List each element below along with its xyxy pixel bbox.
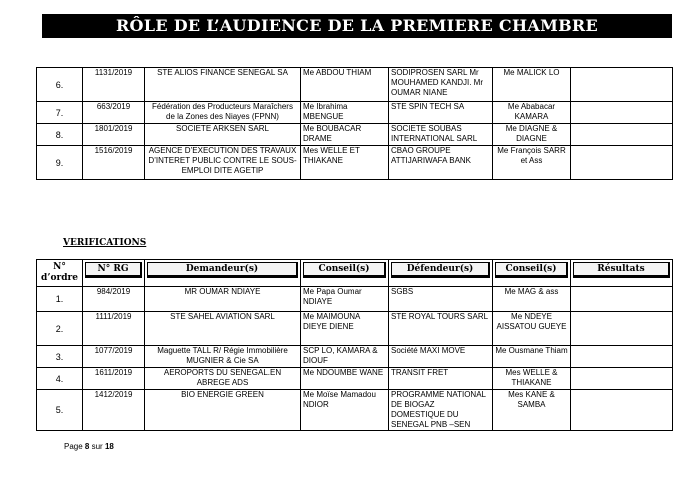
footer-separator: sur bbox=[91, 442, 103, 451]
conseil-plaintiff-cell: Mes WELLE ET THIAKANE bbox=[301, 146, 389, 180]
rg-number: 1111/2019 bbox=[83, 312, 145, 346]
conseil-plaintiff-cell: Me ABDOU THIAM bbox=[301, 68, 389, 102]
resultats-cell bbox=[571, 346, 673, 368]
table-row bbox=[37, 102, 673, 124]
header-defendeur: Défendeur(s) bbox=[389, 260, 493, 287]
row-number: 3. bbox=[37, 346, 83, 368]
demandeur-cell: AEROPORTS DU SENEGAL.EN ABREGE ADS bbox=[145, 368, 301, 390]
conseil-plaintiff-cell: Me MAIMOUNA DIEYE DIENE bbox=[301, 312, 389, 346]
section-title-verifications: VERIFICATIONS bbox=[63, 238, 147, 248]
table-row bbox=[37, 390, 673, 431]
page-title: RÔLE DE L’AUDIENCE DE LA PREMIERE CHAMBRE bbox=[42, 14, 672, 38]
conseil-plaintiff-cell: SCP LO, KAMARA & DIOUF bbox=[301, 346, 389, 368]
row-number: 9. bbox=[37, 146, 83, 180]
rg-number: 663/2019 bbox=[83, 102, 145, 124]
resultats-cell bbox=[571, 287, 673, 312]
footer-page-total: 18 bbox=[104, 442, 114, 451]
conseil-plaintiff-cell: Me Papa Oumar NDIAYE bbox=[301, 287, 389, 312]
table-row bbox=[37, 346, 673, 368]
footer-prefix: Page bbox=[64, 442, 83, 451]
rg-number: 1801/2019 bbox=[83, 124, 145, 146]
conseil-defendant-cell: Me Ousmane Thiam bbox=[493, 346, 571, 368]
defendeur-cell: SGBS bbox=[389, 287, 493, 312]
conseil-plaintiff-cell: Me Moïse Mamadou NDIOR bbox=[301, 390, 389, 431]
demandeur-cell: MR OUMAR NDIAYE bbox=[145, 287, 301, 312]
resultats-cell bbox=[571, 102, 673, 124]
header-num: N° d’ordre bbox=[37, 260, 83, 287]
demandeur-cell: STE SAHEL AVIATION SARL bbox=[145, 312, 301, 346]
conseil-plaintiff-cell: Me BOUBACAR DRAME bbox=[301, 124, 389, 146]
table-row bbox=[37, 287, 673, 312]
demandeur-cell: Fédération des Producteurs Maraîchers de la Zones des Niayes (FPNN) bbox=[145, 102, 301, 124]
resultats-cell bbox=[571, 124, 673, 146]
table-header-row bbox=[37, 260, 673, 287]
hearing-table-continued bbox=[36, 67, 673, 180]
row-number: 5. bbox=[37, 390, 83, 431]
row-number: 7. bbox=[37, 102, 83, 124]
table-row bbox=[37, 124, 673, 146]
resultats-cell bbox=[571, 390, 673, 431]
defendeur-cell: SOCIETE SOUBAS INTERNATIONAL SARL bbox=[389, 124, 493, 146]
conseil-defendant-cell: Me François SARR et Ass bbox=[493, 146, 571, 180]
conseil-defendant-cell: Me DIAGNE & DIAGNE bbox=[493, 124, 571, 146]
conseil-defendant-cell: Me MALICK LO bbox=[493, 68, 571, 102]
demandeur-cell: BIO ENERGIE GREEN bbox=[145, 390, 301, 431]
row-number: 1. bbox=[37, 287, 83, 312]
conseil-plaintiff-cell: Me NDOUMBE WANE bbox=[301, 368, 389, 390]
rg-number: 984/2019 bbox=[83, 287, 145, 312]
header-conseil-1: Conseil(s) bbox=[301, 260, 389, 287]
row-number: 8. bbox=[37, 124, 83, 146]
header-demandeur: Demandeur(s) bbox=[145, 260, 301, 287]
table-row bbox=[37, 368, 673, 390]
defendeur-cell: CBAO GROUPE ATTIJARIWAFA BANK bbox=[389, 146, 493, 180]
rg-number: 1516/2019 bbox=[83, 146, 145, 180]
rg-number: 1412/2019 bbox=[83, 390, 145, 431]
defendeur-cell: SODIPROSEN SARL Mr MOUHAMED KANDJI. Mr OUMAR NIANE bbox=[389, 68, 493, 102]
verifications-table bbox=[36, 259, 673, 431]
demandeur-cell: AGENCE D’EXECUTION DES TRAVAUX D’INTERET PUBLIC CONTRE LE SOUS-EMPLOI DITE AGETIP bbox=[145, 146, 301, 180]
table-row bbox=[37, 68, 673, 102]
row-number: 2. bbox=[37, 312, 83, 346]
page-footer bbox=[64, 442, 114, 451]
conseil-defendant-cell: Me NDEYE AISSATOU GUEYE bbox=[493, 312, 571, 346]
demandeur-cell: SOCIETE ARKSEN SARL bbox=[145, 124, 301, 146]
defendeur-cell: PROGRAMME NATIONAL DE BIOGAZ DOMESTIQUE DU SENEGAL PNB –SEN bbox=[389, 390, 493, 431]
header-conseil-2: Conseil(s) bbox=[493, 260, 571, 287]
footer-page-number: 8 bbox=[84, 442, 90, 451]
table-row bbox=[37, 312, 673, 346]
header-resultats: Résultats bbox=[571, 260, 673, 287]
rg-number: 1611/2019 bbox=[83, 368, 145, 390]
resultats-cell bbox=[571, 312, 673, 346]
row-number: 4. bbox=[37, 368, 83, 390]
resultats-cell bbox=[571, 146, 673, 180]
defendeur-cell: STE ROYAL TOURS SARL bbox=[389, 312, 493, 346]
conseil-defendant-cell: Mes WELLE & THIAKANE bbox=[493, 368, 571, 390]
rg-number: 1077/2019 bbox=[83, 346, 145, 368]
conseil-defendant-cell: Mes KANE & SAMBA bbox=[493, 390, 571, 431]
defendeur-cell: TRANSIT FRET bbox=[389, 368, 493, 390]
conseil-plaintiff-cell: Me Ibrahima MBENGUE bbox=[301, 102, 389, 124]
header-rg: N° RG bbox=[83, 260, 145, 287]
resultats-cell bbox=[571, 368, 673, 390]
table-row bbox=[37, 146, 673, 180]
resultats-cell bbox=[571, 68, 673, 102]
demandeur-cell: STE ALIOS FINANCE SENEGAL SA bbox=[145, 68, 301, 102]
row-number: 6. bbox=[37, 68, 83, 102]
conseil-defendant-cell: Me MAG & ass bbox=[493, 287, 571, 312]
conseil-defendant-cell: Me Ababacar KAMARA bbox=[493, 102, 571, 124]
defendeur-cell: STE SPIN TECH SA bbox=[389, 102, 493, 124]
demandeur-cell: Maguette TALL R/ Régie Immobilière MUGNIER & Cie SA bbox=[145, 346, 301, 368]
rg-number: 1131/2019 bbox=[83, 68, 145, 102]
defendeur-cell: Société MAXI MOVE bbox=[389, 346, 493, 368]
